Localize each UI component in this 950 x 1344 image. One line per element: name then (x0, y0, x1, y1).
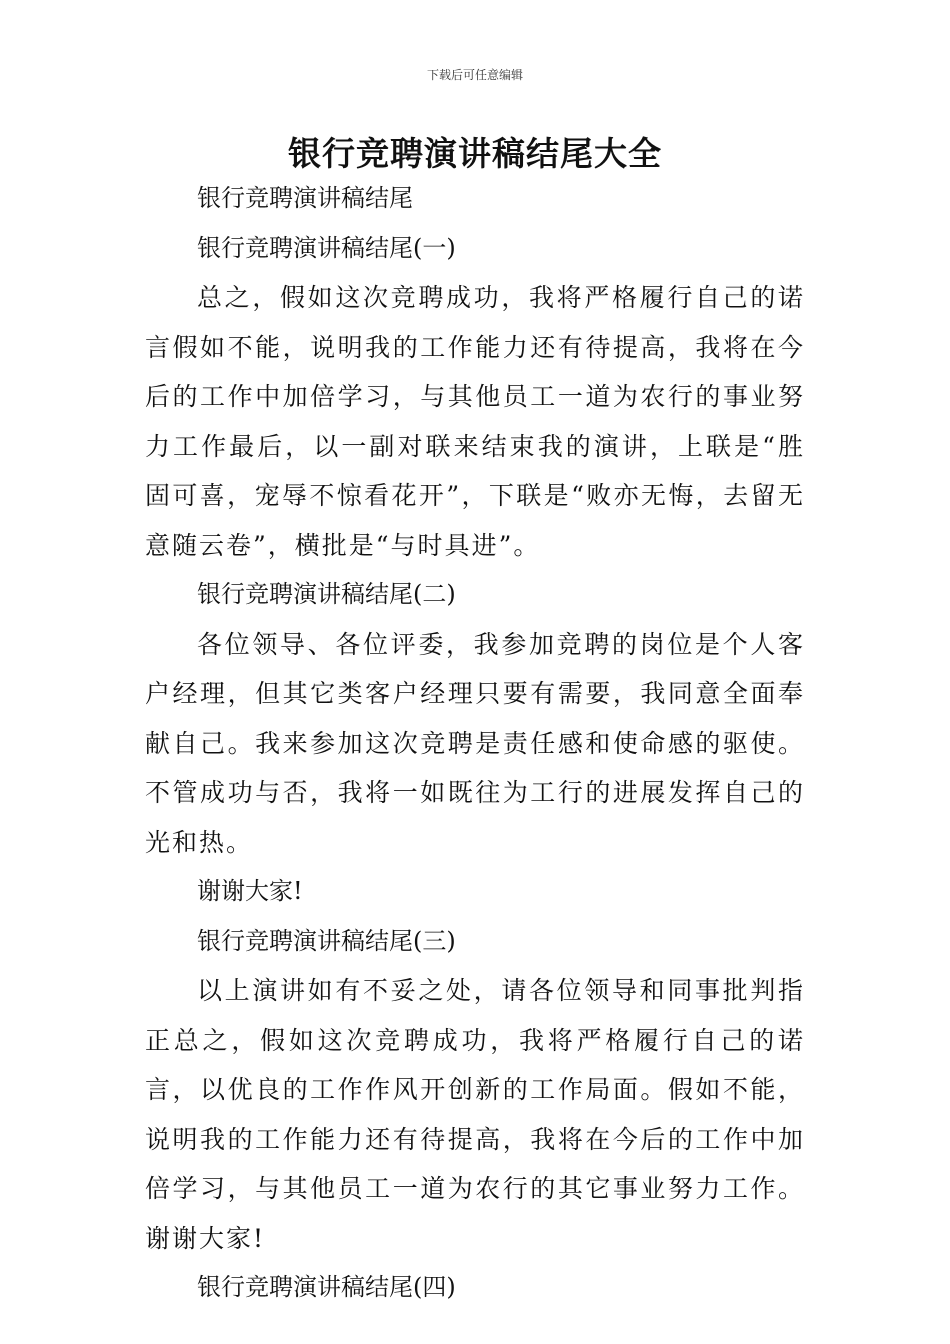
paragraph-1: 总之，假如这次竞聘成功，我将严格履行自己的诺言假如不能，说明我的工作能力还有待提高，我将在今后的工作中加倍学习，与其他员工一道为农行的事业努力工作最后，以一副对联来结束我的演讲，上联是“胜固可喜，宠辱不惊看花开”，下联是“败亦无悔，去留无意随云卷”，横批是“与时具进”。 (145, 283, 805, 560)
paragraph-2: 各位领导、各位评委，我参加竞聘的岗位是个人客户经理，但其它类客户经理只要有需要，我同意全面奉献自己。我来参加这次竞聘是责任感和使命感的驱使。不管成功与否，我将一如既往为工行的进展发挥自己的光和热。 (145, 629, 805, 857)
section-heading-4: 银行竞聘演讲稿结尾(四) (197, 1273, 456, 1301)
thanks-line: 谢谢大家! (197, 877, 303, 905)
section-heading: 银行竞聘演讲稿结尾 (197, 184, 413, 212)
paragraph-3: 以上演讲如有不妥之处，请各位领导和同事批判指正总之，假如这次竞聘成功，我将严格履行自己的诺言，以优良的工作作风开创新的工作局面。假如不能，说明我的工作能力还有待提高，我将在今后的工作中加倍学习，与其他员工一道为农行的其它事业努力工作。谢谢大家! (145, 976, 805, 1253)
document-body (145, 174, 805, 1313)
section-heading-3: 银行竞聘演讲稿结尾(三) (197, 926, 456, 955)
section-heading-1: 银行竞聘演讲稿结尾(一) (197, 233, 456, 262)
header-note: 下载后可任意编辑 (426, 68, 523, 82)
document-title: 银行竞聘演讲稿结尾大全 (288, 134, 662, 173)
section-heading-2: 银行竞聘演讲稿结尾(二) (197, 580, 456, 608)
